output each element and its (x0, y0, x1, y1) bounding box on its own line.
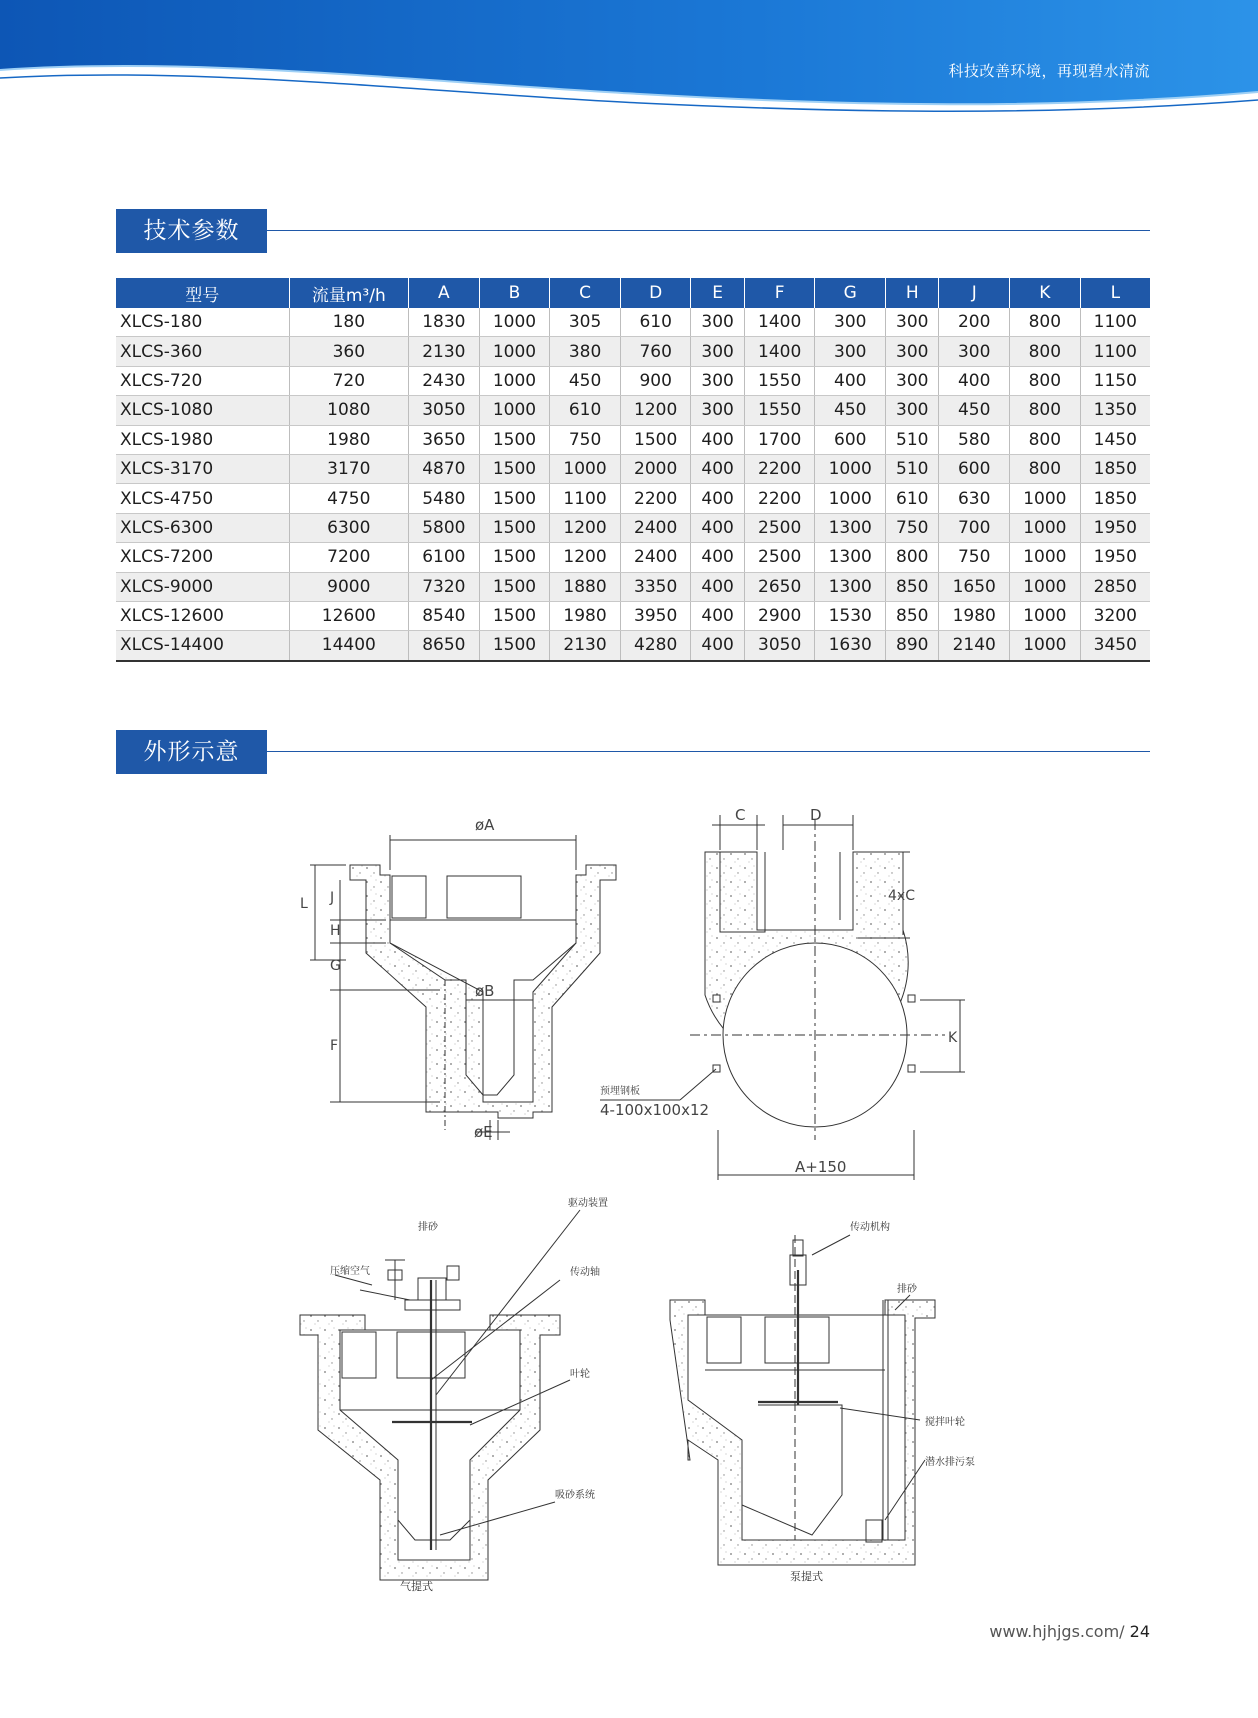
value-cell: 3170 (289, 454, 408, 483)
value-cell: 1630 (815, 631, 886, 661)
value-cell: 2000 (620, 454, 691, 483)
value-cell: 2430 (409, 366, 480, 395)
value-cell: 720 (289, 366, 408, 395)
table-row (116, 572, 1150, 601)
value-cell: 2500 (744, 513, 815, 542)
table-header-row (116, 278, 1150, 308)
value-cell: 400 (691, 601, 744, 630)
section-title-tech-params: 技术参数 (116, 209, 267, 253)
section-divider (267, 230, 1150, 231)
value-cell: 1000 (479, 337, 550, 366)
value-cell: 450 (939, 396, 1010, 425)
value-cell: 1150 (1080, 366, 1150, 395)
column-header: 流量m³/h (289, 278, 408, 308)
value-cell: 1200 (620, 396, 691, 425)
value-cell: 1500 (479, 572, 550, 601)
value-cell: 1200 (550, 543, 621, 572)
value-cell: 850 (886, 572, 939, 601)
value-cell: 6300 (289, 513, 408, 542)
value-cell: 1000 (1010, 601, 1081, 630)
value-cell: 900 (620, 366, 691, 395)
value-cell: 4750 (289, 484, 408, 513)
label-stir-impeller: 搅拌叶轮 (925, 1417, 965, 1428)
value-cell: 1850 (1080, 484, 1150, 513)
model-cell: XLCS-1080 (116, 396, 289, 425)
column-header: 型号 (116, 278, 289, 308)
value-cell: 1550 (744, 396, 815, 425)
footer (989, 1622, 1150, 1641)
dim-label-f: F (330, 1038, 339, 1054)
column-header: B (479, 278, 550, 308)
value-cell: 1500 (479, 484, 550, 513)
value-cell: 400 (691, 631, 744, 661)
table-row (116, 543, 1150, 572)
value-cell: 400 (691, 513, 744, 542)
value-cell: 5480 (409, 484, 480, 513)
value-cell: 7200 (289, 543, 408, 572)
value-cell: 1830 (409, 308, 480, 337)
section-title-outline: 外形示意 (116, 730, 267, 774)
value-cell: 700 (939, 513, 1010, 542)
note-plate-spec: 4-100x100x12 (600, 1101, 710, 1119)
value-cell: 2140 (939, 631, 1010, 661)
value-cell: 1000 (1010, 543, 1081, 572)
value-cell: 3350 (620, 572, 691, 601)
dim-label-c: C (735, 806, 746, 824)
value-cell: 800 (1010, 454, 1081, 483)
value-cell: 2900 (744, 601, 815, 630)
table-row (116, 337, 1150, 366)
value-cell: 800 (1010, 366, 1081, 395)
label-sand-discharge: 排砂 (418, 1222, 438, 1233)
label-sand-suction: 吸砂系统 (555, 1490, 595, 1501)
value-cell: 1500 (479, 513, 550, 542)
value-cell: 300 (691, 366, 744, 395)
model-cell: XLCS-180 (116, 308, 289, 337)
value-cell: 3650 (409, 425, 480, 454)
value-cell: 2200 (744, 484, 815, 513)
label-pump-sand-discharge: 排砂 (897, 1284, 917, 1295)
value-cell: 2400 (620, 543, 691, 572)
dim-label-a150: A+150 (795, 1158, 847, 1176)
model-cell: XLCS-4750 (116, 484, 289, 513)
column-header: E (691, 278, 744, 308)
value-cell: 610 (886, 484, 939, 513)
value-cell: 800 (1010, 425, 1081, 454)
value-cell: 2650 (744, 572, 815, 601)
value-cell: 3050 (744, 631, 815, 661)
value-cell: 1980 (289, 425, 408, 454)
value-cell: 2200 (620, 484, 691, 513)
column-header: H (886, 278, 939, 308)
value-cell: 1350 (1080, 396, 1150, 425)
value-cell: 2500 (744, 543, 815, 572)
label-shaft: 传动轴 (570, 1267, 600, 1278)
page-number: 24 (1129, 1622, 1150, 1641)
pump-lift-title: 泵提式 (790, 1570, 823, 1583)
value-cell: 1500 (479, 425, 550, 454)
value-cell: 1500 (479, 601, 550, 630)
value-cell: 1700 (744, 425, 815, 454)
model-cell: XLCS-360 (116, 337, 289, 366)
value-cell: 180 (289, 308, 408, 337)
value-cell: 1000 (1010, 631, 1081, 661)
label-impeller: 叶轮 (570, 1369, 590, 1380)
spec-table (116, 278, 1150, 662)
value-cell: 750 (886, 513, 939, 542)
section-divider (267, 751, 1150, 752)
value-cell: 300 (691, 396, 744, 425)
value-cell: 1000 (815, 454, 886, 483)
dim-label-l: L (300, 896, 308, 912)
value-cell: 610 (620, 308, 691, 337)
column-header: C (550, 278, 621, 308)
value-cell: 1650 (939, 572, 1010, 601)
value-cell: 1000 (479, 366, 550, 395)
value-cell: 5800 (409, 513, 480, 542)
value-cell: 1950 (1080, 513, 1150, 542)
value-cell: 2850 (1080, 572, 1150, 601)
value-cell: 1000 (1010, 513, 1081, 542)
value-cell: 8540 (409, 601, 480, 630)
value-cell: 300 (691, 308, 744, 337)
value-cell: 4870 (409, 454, 480, 483)
value-cell: 2130 (409, 337, 480, 366)
column-header: L (1080, 278, 1150, 308)
value-cell: 1200 (550, 513, 621, 542)
value-cell: 750 (550, 425, 621, 454)
value-cell: 1950 (1080, 543, 1150, 572)
label-compressed-air: 压缩空气 (330, 1266, 370, 1277)
value-cell: 3200 (1080, 601, 1150, 630)
page-header (0, 0, 1258, 120)
dim-label-k: K (948, 1030, 958, 1046)
value-cell: 1980 (939, 601, 1010, 630)
column-header: F (744, 278, 815, 308)
value-cell: 1300 (815, 543, 886, 572)
value-cell: 380 (550, 337, 621, 366)
value-cell: 1000 (479, 308, 550, 337)
column-header: D (620, 278, 691, 308)
label-transmission: 传动机构 (850, 1222, 890, 1233)
value-cell: 2400 (620, 513, 691, 542)
column-header: A (409, 278, 480, 308)
value-cell: 1000 (550, 454, 621, 483)
column-header: J (939, 278, 1010, 308)
model-cell: XLCS-1980 (116, 425, 289, 454)
dim-label-j: J (330, 890, 335, 906)
value-cell: 2200 (744, 454, 815, 483)
value-cell: 1500 (479, 631, 550, 661)
value-cell: 1450 (1080, 425, 1150, 454)
label-drive-unit: 驱动装置 (568, 1198, 608, 1209)
table-row (116, 425, 1150, 454)
value-cell: 3050 (409, 396, 480, 425)
value-cell: 200 (939, 308, 1010, 337)
value-cell: 1000 (815, 484, 886, 513)
dim-label-phi-e: øE (474, 1123, 493, 1141)
model-cell: XLCS-9000 (116, 572, 289, 601)
value-cell: 400 (691, 425, 744, 454)
value-cell: 360 (289, 337, 408, 366)
value-cell: 1850 (1080, 454, 1150, 483)
value-cell: 1500 (479, 543, 550, 572)
table-row (116, 601, 1150, 630)
model-cell: XLCS-3170 (116, 454, 289, 483)
value-cell: 300 (815, 337, 886, 366)
value-cell: 800 (886, 543, 939, 572)
value-cell: 510 (886, 454, 939, 483)
table-row (116, 513, 1150, 542)
table-row (116, 484, 1150, 513)
value-cell: 14400 (289, 631, 408, 661)
value-cell: 1500 (620, 425, 691, 454)
header-slogan: 科技改善环境，再现碧水清流 (948, 62, 1150, 80)
value-cell: 1400 (744, 308, 815, 337)
section-view-drawing (310, 835, 616, 1140)
pump-lift-drawing (670, 1235, 935, 1565)
model-cell: XLCS-6300 (116, 513, 289, 542)
value-cell: 1000 (479, 396, 550, 425)
value-cell: 1100 (550, 484, 621, 513)
value-cell: 3450 (1080, 631, 1150, 661)
value-cell: 300 (815, 308, 886, 337)
value-cell: 400 (691, 572, 744, 601)
plan-view-drawing (600, 815, 965, 1180)
model-cell: XLCS-12600 (116, 601, 289, 630)
value-cell: 400 (691, 484, 744, 513)
value-cell: 400 (691, 454, 744, 483)
value-cell: 630 (939, 484, 1010, 513)
value-cell: 760 (620, 337, 691, 366)
value-cell: 1100 (1080, 308, 1150, 337)
dim-label-phi-b: øB (475, 982, 495, 1000)
table-body (116, 308, 1150, 661)
value-cell: 300 (886, 366, 939, 395)
value-cell: 300 (886, 337, 939, 366)
table-row (116, 631, 1150, 661)
value-cell: 300 (939, 337, 1010, 366)
dim-label-d: D (810, 806, 822, 824)
dim-label-phi-a: øA (475, 816, 495, 834)
model-cell: XLCS-7200 (116, 543, 289, 572)
column-header: G (815, 278, 886, 308)
value-cell: 1000 (1010, 484, 1081, 513)
value-cell: 450 (550, 366, 621, 395)
value-cell: 510 (886, 425, 939, 454)
model-cell: XLCS-14400 (116, 631, 289, 661)
value-cell: 1000 (1010, 572, 1081, 601)
dim-label-4xc: 4xC (888, 888, 915, 904)
column-header: K (1010, 278, 1081, 308)
dim-label-g: G (330, 958, 341, 974)
table-row (116, 366, 1150, 395)
air-lift-title: 气提式 (400, 1580, 433, 1593)
value-cell: 1300 (815, 572, 886, 601)
note-embedded-plate: 预埋钢板 (600, 1086, 640, 1097)
footer-url[interactable]: www.hjhjgs.com/ (989, 1622, 1125, 1641)
value-cell: 600 (815, 425, 886, 454)
value-cell: 12600 (289, 601, 408, 630)
value-cell: 9000 (289, 572, 408, 601)
value-cell: 450 (815, 396, 886, 425)
value-cell: 400 (691, 543, 744, 572)
value-cell: 800 (1010, 308, 1081, 337)
value-cell: 8650 (409, 631, 480, 661)
value-cell: 300 (691, 337, 744, 366)
value-cell: 1880 (550, 572, 621, 601)
value-cell: 890 (886, 631, 939, 661)
value-cell: 300 (886, 308, 939, 337)
value-cell: 305 (550, 308, 621, 337)
dim-label-h: H (330, 923, 341, 939)
value-cell: 1300 (815, 513, 886, 542)
value-cell: 1980 (550, 601, 621, 630)
value-cell: 600 (939, 454, 1010, 483)
table-row (116, 396, 1150, 425)
value-cell: 580 (939, 425, 1010, 454)
value-cell: 1400 (744, 337, 815, 366)
value-cell: 1080 (289, 396, 408, 425)
value-cell: 400 (939, 366, 1010, 395)
label-submersible-pump: 潜水排污泵 (925, 1457, 975, 1468)
value-cell: 7320 (409, 572, 480, 601)
value-cell: 6100 (409, 543, 480, 572)
value-cell: 3950 (620, 601, 691, 630)
value-cell: 800 (1010, 396, 1081, 425)
value-cell: 1550 (744, 366, 815, 395)
value-cell: 850 (886, 601, 939, 630)
table-row (116, 454, 1150, 483)
outline-drawings (0, 780, 1258, 1640)
value-cell: 400 (815, 366, 886, 395)
value-cell: 750 (939, 543, 1010, 572)
model-cell: XLCS-720 (116, 366, 289, 395)
value-cell: 1100 (1080, 337, 1150, 366)
table-row (116, 308, 1150, 337)
value-cell: 800 (1010, 337, 1081, 366)
value-cell: 1500 (479, 454, 550, 483)
value-cell: 300 (886, 396, 939, 425)
value-cell: 4280 (620, 631, 691, 661)
value-cell: 610 (550, 396, 621, 425)
value-cell: 1530 (815, 601, 886, 630)
value-cell: 2130 (550, 631, 621, 661)
